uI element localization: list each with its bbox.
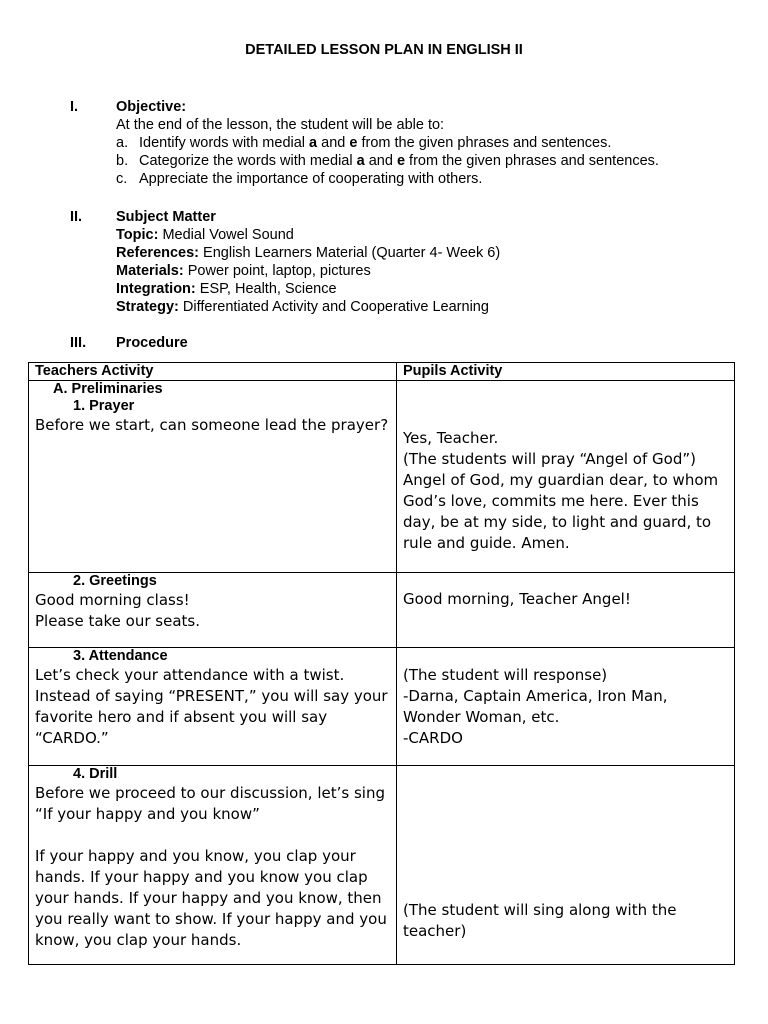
field-value: English Learners Material (Quarter 4- Week 6) [199,245,501,261]
objective-item-c [116,170,756,188]
bold-letter: e [396,153,406,169]
bold-letter: a [309,135,318,151]
teacher-cell [29,381,397,573]
field-label: Strategy: [116,299,179,315]
field-value: Medial Vowel Sound [158,227,294,243]
section-heading: Objective: [116,99,187,115]
field-label: References: [116,245,200,261]
subsection-heading: A. Preliminaries [53,381,163,397]
column-header-teachers: Teachers Activity [29,363,397,381]
field-value: ESP, Health, Science [195,281,337,297]
objective-text: from the given phrases and sentences. [405,153,659,169]
teacher-text: Before we start, can someone lead the prayer? [35,416,389,434]
pupil-text: -Darna, Captain America, Iron Man, Wonder Woman, etc. [403,687,668,726]
objective-item-b [116,152,756,170]
section-heading: Procedure [116,335,188,351]
field-value: Differentiated Activity and Cooperative Learning [178,299,489,315]
table-row-greetings [29,573,735,648]
pupil-text: (The student will sing along with the teacher) [403,901,677,940]
bold-letter: e [349,135,358,151]
table-row-prayer [29,381,735,573]
objective-text: and [364,153,397,169]
field-label: Integration: [116,281,196,297]
section-numeral: II. [70,209,83,225]
activity-heading: 4. Drill [73,766,118,782]
pupil-text: Yes, Teacher. [403,429,499,447]
teacher-text: Before we proceed to our discussion, let’s sing “If your happy and you know” [35,784,385,823]
pupil-cell [397,648,735,766]
teacher-cell [29,648,397,766]
section-heading: Subject Matter [116,209,216,225]
procedure-table [28,362,735,965]
bold-letter: a [356,153,365,169]
pupil-text: Angel of God, my guardian dear, to whom God’s love, commits me here. Ever this day, be at my side, to light and guard, to rule and guide. Amen. [403,471,719,552]
objective-text: Identify words with medial [139,135,310,151]
list-marker: a. [116,135,129,151]
objective-text: and [317,135,350,151]
pupil-text: (The students will pray “Angel of God”) [403,450,696,468]
teacher-text: Let’s check your attendance with a twist. Instead of saying “PRESENT,” you will say your favorite hero and if absent you will say “CARDO.” [35,666,388,747]
teacher-text: Good morning class! [35,591,190,609]
table-header-row [29,363,735,381]
pupil-text: (The student will response) [403,666,608,684]
pupil-cell [397,573,735,648]
pupil-text: Good morning, Teacher Angel! [403,590,631,608]
activity-heading: 1. Prayer [73,398,135,414]
field-label: Materials: [116,263,184,279]
table-row-drill [29,766,735,965]
teacher-cell [29,766,397,965]
pupil-cell [397,381,735,573]
field-label: Topic: [116,227,159,243]
table-row-attendance [29,648,735,766]
column-header-pupils: Pupils Activity [397,363,735,381]
section-numeral: III. [70,335,87,351]
list-marker: b. [116,153,129,169]
topic-line [116,226,756,244]
materials-line [116,262,756,280]
song-lyrics: If your happy and you know, you clap your hands. If your happy and you know you clap your hands. If your happy and you know, then you really want to show. If your happy and you know, you clap your hands. [35,847,387,949]
section-numeral: I. [70,99,79,115]
teacher-cell [29,573,397,648]
list-marker: c. [116,171,128,187]
field-value: Power point, laptop, pictures [183,263,371,279]
pupil-text: -CARDO [403,729,463,747]
objective-text: from the given phrases and sentences. [357,135,612,151]
objective-item-a [116,134,756,152]
objective-intro: At the end of the lesson, the student will be able to: [116,117,445,133]
references-line [116,244,756,262]
integration-line [116,280,756,298]
strategy-line [116,298,756,316]
pupil-cell [397,766,735,965]
document-title: DETAILED LESSON PLAN IN ENGLISH II [245,42,523,58]
objective-text: Categorize the words with medial [139,153,357,169]
activity-heading: 3. Attendance [73,648,168,664]
activity-heading: 2. Greetings [73,573,157,589]
teacher-text: Please take our seats. [35,612,200,630]
objective-text: Appreciate the importance of cooperating with others. [139,171,483,187]
